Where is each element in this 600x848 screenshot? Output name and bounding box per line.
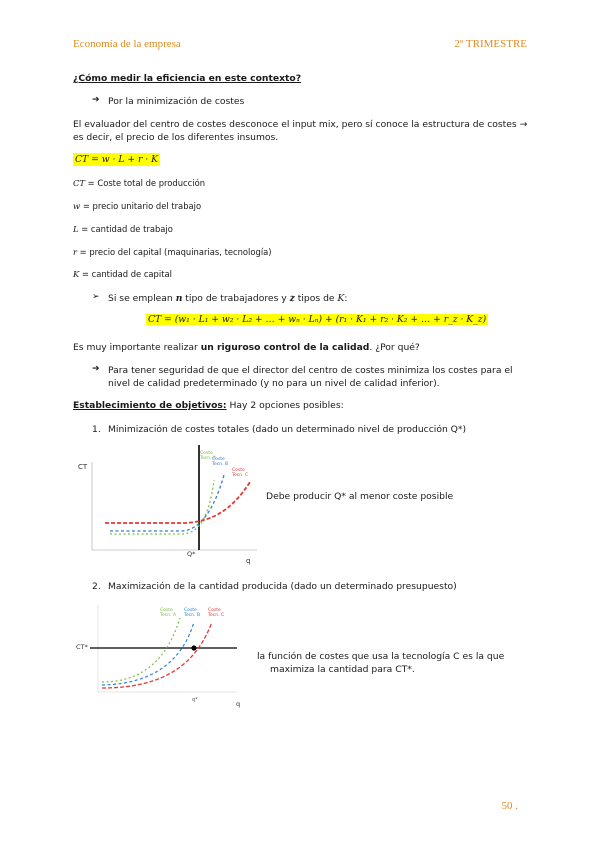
def-r — [73, 246, 272, 259]
quality-bold: un riguroso control de la calidad — [200, 342, 370, 353]
graph-min-cost — [72, 440, 272, 570]
header-left: Economía de la empresa — [73, 38, 181, 50]
curve-tech-a — [102, 618, 180, 682]
y-axis-label: CT — [78, 463, 88, 471]
def-symbol: K — [73, 269, 80, 279]
objectives-title: Establecimiento de objetivos: — [73, 400, 227, 411]
n-types-line — [108, 292, 347, 305]
objectives-line — [73, 399, 344, 412]
def-equals: = — [78, 224, 91, 234]
optimum-point — [191, 645, 196, 650]
curve-label-b: Coste — [212, 457, 225, 462]
curve-tech-c — [105, 482, 250, 523]
def-symbol: w — [73, 201, 81, 211]
def-l — [73, 223, 173, 236]
quality-text: Es muy importante realizar — [73, 342, 201, 353]
def-text: cantidad de trabajo — [90, 224, 173, 234]
def-symbol: r — [73, 247, 78, 257]
curve-label-c: Coste — [208, 608, 221, 613]
arrow-bullet-icon: ➔ — [92, 95, 100, 105]
curve-label-a: Tecn. A — [200, 456, 217, 461]
n-types-text: tipos de — [294, 293, 338, 304]
page-number: 50 . — [501, 800, 518, 812]
q-star-label: q* — [192, 697, 198, 703]
curve-tech-c — [102, 622, 212, 688]
def-text: Coste total de producción — [97, 178, 206, 188]
q-star-label: Q* — [187, 550, 196, 558]
curve-label-c: Tecn. C — [208, 613, 225, 618]
graph-1-caption: Debe producir Q* al menor coste posible — [266, 491, 454, 502]
n-types-text: Si se emplean — [108, 293, 176, 304]
curve-label-a: Tecn. A — [160, 613, 177, 618]
quality-bullet-line-2: nivel de calidad predeterminado (y no para un nivel de calidad inferior). — [108, 378, 440, 389]
option-1-number: 1. — [92, 424, 101, 435]
curve-label-a: Coste — [160, 608, 173, 613]
graph-max-quantity — [72, 600, 252, 710]
def-text: precio del capital (maquinarias, tecnología) — [89, 247, 272, 257]
y-axis-label: CT* — [76, 643, 88, 651]
intro-line-1: El evaluador del centro de costes desconoce el input mix, pero sí conoce la estructura de costes → — [73, 119, 528, 130]
def-text: cantidad de capital — [91, 269, 172, 279]
n-types-text: : — [344, 293, 348, 304]
n-types-text: tipo de trabajadores y — [182, 293, 290, 304]
curve-label-b: Tecn. B — [184, 613, 201, 618]
def-w — [73, 200, 201, 213]
def-k — [73, 268, 172, 281]
n-symbol: n — [175, 293, 183, 304]
curve-label-c: Tecn. C — [232, 473, 249, 478]
formula-general: CT = (w₁ · L₁ + w₂ · L₂ + … + wₙ · Lₙ) + (r₁ · K₁ + r₂ · K₂ + … + r_z · K_z) — [148, 314, 487, 325]
arrow-bullet-icon: ➔ — [92, 364, 100, 374]
x-axis-label: q — [246, 557, 251, 565]
def-text: precio unitario del trabajo — [92, 201, 202, 211]
graph-2-caption-line-2: maximiza la cantidad para CT*. — [270, 664, 415, 675]
def-ct — [73, 177, 205, 190]
quality-line — [73, 341, 420, 354]
chevron-bullet-icon: ➢ — [92, 292, 100, 302]
option-2-number: 2. — [92, 581, 101, 592]
x-axis-label: q — [236, 700, 241, 708]
graph-2-caption-line-1: la función de costes que usa la tecnología C es la que — [257, 651, 505, 662]
def-equals: = — [80, 201, 93, 211]
curve-tech-b — [102, 622, 194, 685]
quality-text: . ¿Por qué? — [369, 342, 420, 353]
intro-line-2: es decir, el precio de los diferentes insumos. — [73, 132, 279, 143]
k-symbol: K — [337, 293, 345, 304]
formula-main: CT = w · L + r · K — [75, 154, 158, 165]
curve-label-b: Coste — [184, 608, 197, 613]
bullet-minimization: Por la minimización de costes — [108, 96, 245, 107]
quality-bullet-line-1: Para tener seguridad de que el director del centro de costes minimiza los costes para el — [108, 365, 513, 376]
def-equals: = — [77, 247, 90, 257]
question-heading: ¿Cómo medir la eficiencia en este contexto? — [73, 73, 302, 84]
curve-label-b: Tecn. B — [212, 462, 229, 467]
def-equals: = — [85, 178, 98, 188]
def-symbol: CT — [73, 178, 85, 188]
option-1-text: Minimización de costes totales (dado un determinado nivel de producción Q*) — [108, 424, 467, 435]
header-right: 2º TRIMESTRE — [454, 38, 527, 50]
curve-label-a: Coste — [200, 451, 213, 456]
objectives-rest: Hay 2 opciones posibles: — [226, 400, 344, 411]
curve-label-c: Coste — [232, 468, 245, 473]
def-equals: = — [79, 269, 92, 279]
option-2-text: Maximización de la cantidad producida (dado un determinado presupuesto) — [108, 581, 457, 592]
def-symbol: L — [73, 224, 79, 234]
z-symbol: z — [289, 293, 295, 304]
